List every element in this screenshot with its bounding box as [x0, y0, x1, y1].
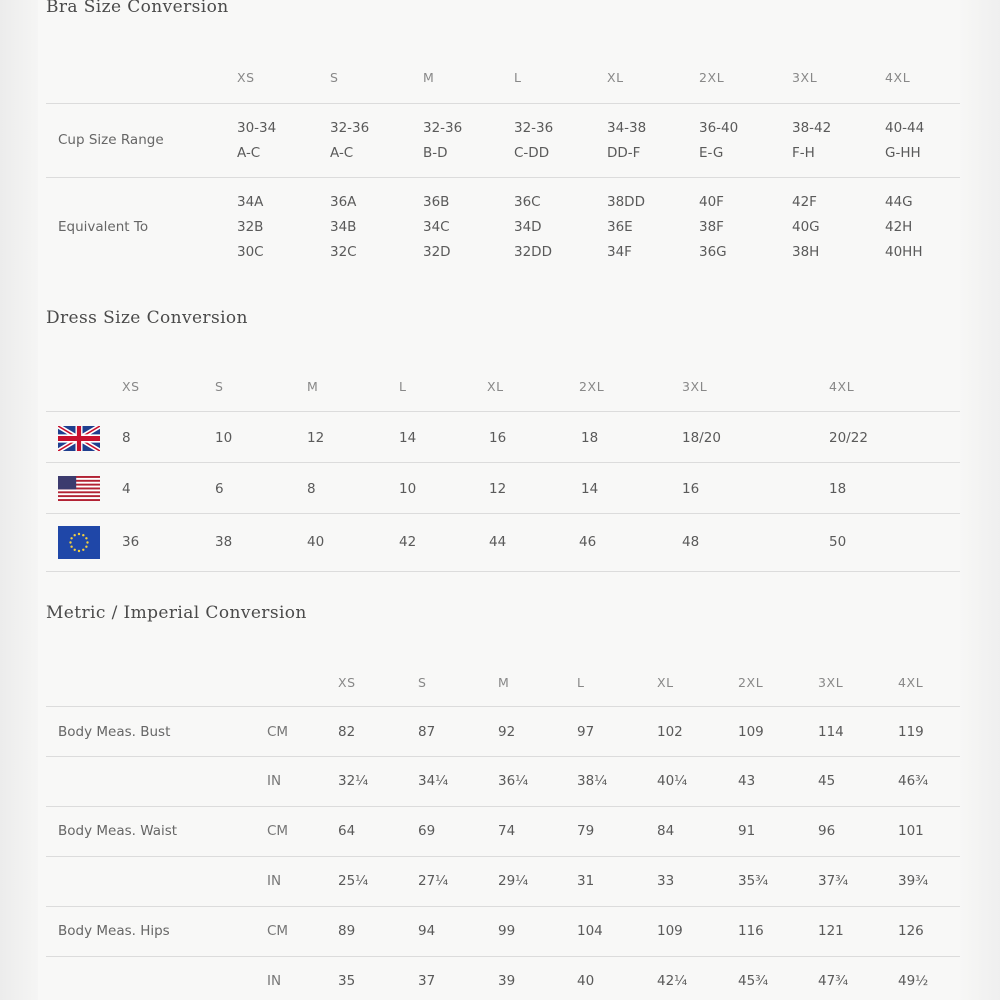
cup-letters-3xl: F-H: [792, 145, 815, 161]
hips-cm-3xl: 121: [818, 923, 844, 939]
metric-header-4xl: 4XL: [898, 675, 924, 690]
dress-uk-xs: 8: [122, 430, 131, 446]
bust-in-2xl: 43: [738, 773, 756, 789]
bust-in-xs: 32¼: [338, 773, 369, 789]
hips-cm-m: 99: [498, 923, 516, 939]
bust-in-l: 38¼: [577, 773, 608, 789]
divider: [46, 956, 960, 957]
waist-cm-3xl: 96: [818, 823, 836, 839]
bra-header-l: L: [514, 70, 522, 85]
metric-section-title: Metric / Imperial Conversion: [46, 603, 307, 623]
equiv-3xl-3: 38H: [792, 244, 820, 260]
bust-cm-m: 92: [498, 724, 516, 740]
hips-in-xl: 42¼: [657, 973, 688, 989]
cup-range-2xl: 36-40: [699, 120, 739, 136]
hips-in-xs: 35: [338, 973, 356, 989]
equiv-4xl-1: 44G: [885, 194, 913, 210]
hips-in-s: 37: [418, 973, 436, 989]
metric-header-l: L: [577, 675, 585, 690]
dress-eu-xl: 44: [489, 534, 507, 550]
equiv-l-2: 34D: [514, 219, 542, 235]
dress-header-xs: XS: [122, 379, 140, 394]
unit-cm: CM: [267, 923, 289, 939]
bust-in-xl: 40¼: [657, 773, 688, 789]
cup-letters-l: C-DD: [514, 145, 550, 161]
dress-eu-l: 42: [399, 534, 417, 550]
hips-in-l: 40: [577, 973, 595, 989]
dress-us-s: 6: [215, 481, 224, 497]
equivalent-to-label: Equivalent To: [58, 219, 149, 235]
dress-header-xl: XL: [487, 379, 504, 394]
metric-header-m: M: [498, 675, 510, 690]
equiv-xs-1: 34A: [237, 194, 264, 210]
cup-letters-4xl: G-HH: [885, 145, 921, 161]
divider: [46, 856, 960, 857]
waist-cm-xs: 64: [338, 823, 356, 839]
equiv-m-1: 36B: [423, 194, 450, 210]
bust-cm-s: 87: [418, 724, 436, 740]
hips-cm-s: 94: [418, 923, 436, 939]
equiv-l-1: 36C: [514, 194, 541, 210]
cup-letters-s: A-C: [330, 145, 354, 161]
equiv-4xl-3: 40HH: [885, 244, 923, 260]
cup-range-l: 32-36: [514, 120, 554, 136]
bust-cm-xs: 82: [338, 724, 356, 740]
dress-uk-2xl: 18: [581, 430, 599, 446]
cup-range-xs: 30-34: [237, 120, 277, 136]
equiv-xl-2: 36E: [607, 219, 633, 235]
bra-header-2xl: 2XL: [699, 70, 725, 85]
hips-in-4xl: 49½: [898, 973, 929, 989]
hips-label: Body Meas. Hips: [58, 923, 170, 939]
unit-cm: CM: [267, 823, 289, 839]
unit-cm: CM: [267, 724, 289, 740]
waist-in-xs: 25¼: [338, 873, 369, 889]
cup-letters-m: B-D: [423, 145, 448, 161]
dress-header-s: S: [215, 379, 224, 394]
hips-cm-xs: 89: [338, 923, 356, 939]
dress-header-l: L: [399, 379, 407, 394]
hips-cm-2xl: 116: [738, 923, 764, 939]
bust-cm-4xl: 119: [898, 724, 924, 740]
equiv-3xl-1: 42F: [792, 194, 817, 210]
equiv-xs-3: 30C: [237, 244, 264, 260]
dress-uk-3xl: 18/20: [682, 430, 721, 446]
metric-conversion-table: [46, 0, 960, 1000]
waist-in-m: 29¼: [498, 873, 529, 889]
bust-in-m: 36¼: [498, 773, 529, 789]
hips-in-2xl: 45¾: [738, 973, 769, 989]
unit-in: IN: [267, 873, 282, 889]
waist-label: Body Meas. Waist: [58, 823, 178, 839]
dress-header-4xl: 4XL: [829, 379, 855, 394]
bust-label: Body Meas. Bust: [58, 724, 171, 740]
waist-in-4xl: 39¾: [898, 873, 929, 889]
equiv-xl-1: 38DD: [607, 194, 645, 210]
equiv-m-2: 34C: [423, 219, 450, 235]
dress-uk-4xl: 20/22: [829, 430, 868, 446]
dress-header-m: M: [307, 379, 319, 394]
waist-cm-2xl: 91: [738, 823, 756, 839]
cup-range-s: 32-36: [330, 120, 370, 136]
cup-range-m: 32-36: [423, 120, 463, 136]
equiv-s-2: 34B: [330, 219, 357, 235]
right-edge-shade: [960, 0, 1000, 1000]
divider: [46, 806, 960, 807]
metric-header-s: S: [418, 675, 427, 690]
equiv-4xl-2: 42H: [885, 219, 913, 235]
cup-letters-xl: DD-F: [607, 145, 641, 161]
bra-header-xl: XL: [607, 70, 624, 85]
dress-eu-4xl: 50: [829, 534, 847, 550]
hips-in-m: 39: [498, 973, 516, 989]
bra-header-xs: XS: [237, 70, 255, 85]
waist-in-2xl: 35¾: [738, 873, 769, 889]
waist-cm-4xl: 101: [898, 823, 924, 839]
bust-in-4xl: 46¾: [898, 773, 929, 789]
metric-header-2xl: 2XL: [738, 675, 764, 690]
unit-in: IN: [267, 973, 282, 989]
equiv-s-3: 32C: [330, 244, 357, 260]
dress-uk-xl: 16: [489, 430, 507, 446]
hips-cm-xl: 109: [657, 923, 683, 939]
bust-cm-2xl: 109: [738, 724, 764, 740]
unit-in: IN: [267, 773, 282, 789]
waist-in-xl: 33: [657, 873, 675, 889]
dress-us-l: 10: [399, 481, 417, 497]
divider: [46, 756, 960, 757]
bust-in-s: 34¼: [418, 773, 449, 789]
cup-range-xl: 34-38: [607, 120, 647, 136]
hips-cm-4xl: 126: [898, 923, 924, 939]
cup-range-3xl: 38-42: [792, 120, 832, 136]
equiv-3xl-2: 40G: [792, 219, 820, 235]
waist-cm-s: 69: [418, 823, 436, 839]
equiv-2xl-1: 40F: [699, 194, 724, 210]
dress-header-2xl: 2XL: [579, 379, 605, 394]
dress-us-m: 8: [307, 481, 316, 497]
waist-in-s: 27¼: [418, 873, 449, 889]
dress-eu-2xl: 46: [579, 534, 597, 550]
equiv-l-3: 32DD: [514, 244, 552, 260]
bust-cm-3xl: 114: [818, 724, 844, 740]
hips-cm-l: 104: [577, 923, 603, 939]
waist-in-l: 31: [577, 873, 595, 889]
dress-eu-s: 38: [215, 534, 233, 550]
waist-cm-xl: 84: [657, 823, 675, 839]
waist-in-3xl: 37¾: [818, 873, 849, 889]
cup-letters-2xl: E-G: [699, 145, 724, 161]
cup-size-range-label: Cup Size Range: [58, 132, 164, 148]
equiv-m-3: 32D: [423, 244, 451, 260]
dress-eu-m: 40: [307, 534, 325, 550]
dress-us-3xl: 16: [682, 481, 700, 497]
bra-section-title: Bra Size Conversion: [46, 0, 229, 17]
hips-in-3xl: 47¾: [818, 973, 849, 989]
waist-cm-l: 79: [577, 823, 595, 839]
dress-eu-xs: 36: [122, 534, 140, 550]
bust-in-3xl: 45: [818, 773, 836, 789]
dress-uk-s: 10: [215, 430, 233, 446]
metric-header-xl: XL: [657, 675, 674, 690]
bra-header-3xl: 3XL: [792, 70, 818, 85]
equiv-xs-2: 32B: [237, 219, 264, 235]
dress-uk-m: 12: [307, 430, 325, 446]
divider: [46, 906, 960, 907]
divider: [46, 706, 960, 707]
metric-header-3xl: 3XL: [818, 675, 844, 690]
bra-header-m: M: [423, 70, 435, 85]
bust-cm-l: 97: [577, 724, 595, 740]
left-edge-shade: [0, 0, 38, 1000]
dress-us-2xl: 14: [581, 481, 599, 497]
equiv-2xl-2: 38F: [699, 219, 724, 235]
dress-us-4xl: 18: [829, 481, 847, 497]
dress-us-xs: 4: [122, 481, 131, 497]
metric-header-xs: XS: [338, 675, 356, 690]
equiv-2xl-3: 36G: [699, 244, 727, 260]
equiv-s-1: 36A: [330, 194, 357, 210]
cup-range-4xl: 40-44: [885, 120, 925, 136]
waist-cm-m: 74: [498, 823, 516, 839]
dress-eu-3xl: 48: [682, 534, 700, 550]
dress-uk-l: 14: [399, 430, 417, 446]
cup-letters-xs: A-C: [237, 145, 261, 161]
bust-cm-xl: 102: [657, 724, 683, 740]
dress-section-title: Dress Size Conversion: [46, 308, 248, 328]
dress-us-xl: 12: [489, 481, 507, 497]
bra-header-s: S: [330, 70, 339, 85]
dress-header-3xl: 3XL: [682, 379, 708, 394]
equiv-xl-3: 34F: [607, 244, 632, 260]
bra-header-4xl: 4XL: [885, 70, 911, 85]
